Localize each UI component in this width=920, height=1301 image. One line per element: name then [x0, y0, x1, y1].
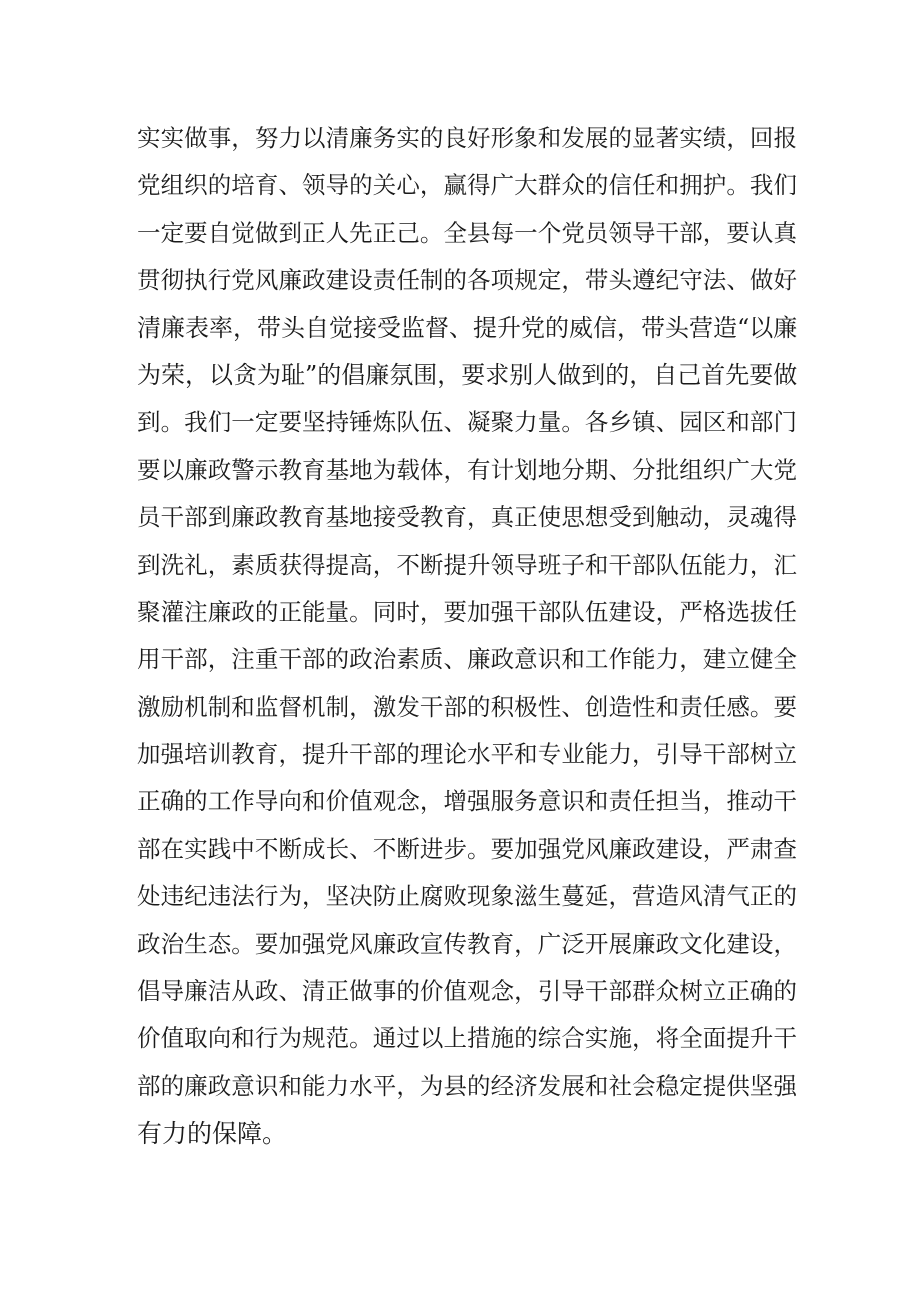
paragraph-line-12: 用干部，注重干部的政治素质、廉政意识和工作能力，建立健全: [137, 645, 797, 674]
paragraph-line-1: 实实做事，努力以清廉务实的良好形象和发展的显著实绩，回报: [137, 124, 797, 152]
paragraph-line-9: 员干部到廉政教育基地接受教育，真正使思想受到触动，灵魂得: [137, 503, 797, 532]
paragraph-line-19: 倡导廉洁从政、清正做事的价值观念，引导干部群众树立正确的: [137, 977, 797, 1006]
paragraph-line-4: 贯彻执行党风廉政建设责任制的各项规定，带头遵纪守法、做好: [137, 266, 797, 295]
paragraph-line-22: 有力的保障。: [137, 1119, 288, 1149]
paragraph-line-3: 一定要自觉做到正人先正己。全县每一个党员领导干部，要认真: [137, 218, 797, 247]
paragraph-line-17: 处违纪违法行为，坚决防止腐败现象滋生蔓延，营造风清气正的: [137, 882, 797, 911]
paragraph-line-5: 清廉表率，带头自觉接受监督、提升党的威信，带头营造“以廉: [137, 313, 798, 342]
paragraph-line-7: 到。我们一定要坚持锤炼队伍、凝聚力量。各乡镇、园区和部门: [137, 408, 797, 437]
paragraph-line-13: 激励机制和监督机制，激发干部的积极性、创造性和责任感。要: [137, 692, 797, 721]
paragraph-line-16: 部在实践中不断成长、不断进步。要加强党风廉政建设，严肃查: [137, 834, 797, 863]
paragraph-line-14: 加强培训教育，提升干部的理论水平和专业能力，引导干部树立: [137, 740, 797, 769]
paragraph-line-6: 为荣，以贪为耻”的倡廉氛围，要求别人做到的，自己首先要做: [137, 360, 798, 389]
paragraph-line-15: 正确的工作导向和价值观念，增强服务意识和责任担当，推动干: [137, 787, 797, 816]
paragraph-line-21: 部的廉政意识和能力水平，为县的经济发展和社会稳定提供坚强: [137, 1071, 797, 1100]
paragraph-line-20: 价值取向和行为规范。通过以上措施的综合实施，将全面提升干: [137, 1024, 797, 1053]
paragraph-line-10: 到洗礼，素质获得提高，不断提升领导班子和干部队伍能力，汇: [137, 550, 797, 579]
body-paragraph: [137, 115, 797, 1158]
paragraph-line-8: 要以廉政警示教育基地为载体，有计划地分期、分批组织广大党: [137, 455, 797, 484]
paragraph-line-18: 政治生态。要加强党风廉政宣传教育，广泛开展廉政文化建设，: [137, 929, 797, 958]
paragraph-line-2: 党组织的培育、领导的关心，赢得广大群众的信任和拥护。我们: [137, 171, 797, 200]
paragraph-line-11: 聚灌注廉政的正能量。同时，要加强干部队伍建设，严格选拔任: [137, 597, 797, 626]
